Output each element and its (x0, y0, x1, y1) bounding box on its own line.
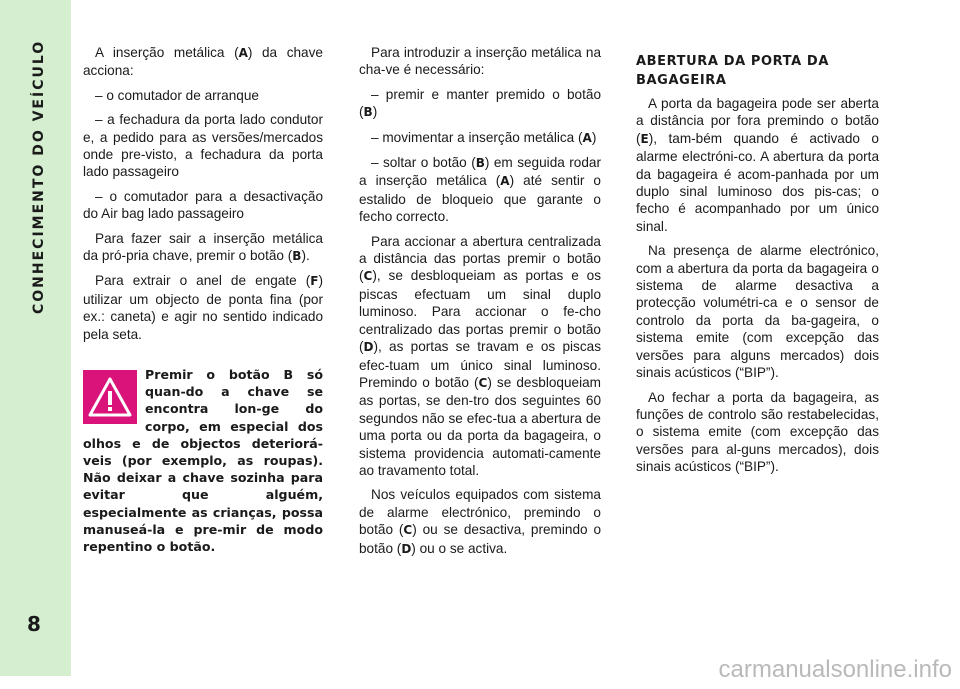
paragraph: – movimentar a inserção metálica (A) (371, 129, 597, 145)
column-2 (359, 44, 601, 565)
paragraph: A porta da bagageira pode ser aberta a distância por fora premindo o botão (E), tam-bém quando é activado o alarme electróni-co. A abertura da porta da bagageira é acom-panhada por um duplo sinal luminoso dos pis-cas; o fecho é acompanhado por um único sinal. (636, 96, 879, 234)
watermark: carmanualsonline.info (718, 656, 952, 683)
paragraph: Para accionar a abertura centralizada a distância das portas premir o botão (C), se desbloqueiam as portas e os piscas efectuam um sinal duplo luminoso. Para accionar o fe-cho centralizado das portas premir o botão (D), as portas se travam e os piscas efec-tuam um único sinal luminoso. Premindo o botão (C) se desbloqueiam as portas, se den-tro dos seguintes 60 segundos não se efec-tua a abertura de uma porta ou da porta da bagageira, o sistema providencia automati-camente ao travamento total. (359, 233, 601, 478)
paragraph: – premir e manter premido o botão (B) (359, 86, 601, 120)
paragraph: Ao fechar a porta da bagageira, as funções de controlo são restabelecidas, o sistema emite (com excepção das versões para al-guns mercados), dois sinais acústicos (“BIP”). (636, 389, 879, 475)
column-3 (636, 52, 879, 483)
column-1 (83, 44, 323, 350)
section-title: CONHECIMENTO DO VEÍCULO (31, 40, 47, 315)
paragraph: Na presença de alarme electrónico, com a abertura da porta da bagageira o sistema de alarme desactiva a protecção volumétri-ca e o sensor de controlo da porta da ba-gageira, o sistema emite (com excepção das versões para alguns mercados) dois sinais acústicos (“BIP”). (636, 243, 879, 381)
paragraph: – o comutador de arranque (95, 87, 259, 103)
paragraph: – soltar o botão (B) em seguida rodar a inserção metálica (A) até sentir o estalido de bloqueio que garante o fecho correcto. (359, 155, 601, 225)
page-number: 8 (27, 612, 41, 636)
paragraph: Para fazer sair a inserção metálica da pró-pria chave, premir o botão (B). (83, 230, 323, 264)
paragraph: Para extrair o anel de engate (F) utilizar um objecto de ponta fina (por ex.: caneta) e agir no sentido indicado pela seta. (83, 273, 323, 342)
sidebar (0, 0, 71, 676)
paragraph: – o comutador para a desactivação do Air bag lado passageiro (83, 188, 323, 222)
paragraph: A inserção metálica (A) da chave acciona: (83, 45, 323, 79)
paragraph: Nos veículos equipados com sistema de alarme electrónico, premindo o botão (C) ou se desactiva, premindo o botão (D) ou o se activa. (359, 487, 602, 556)
paragraph: – a fechadura da porta lado condutor e, a pedido para as versões/mercados onde pre-visto, a fechadura da porta lado passageiro (83, 112, 323, 180)
paragraph: Para introduzir a inserção metálica na cha-ve é necessário: (359, 45, 601, 78)
warning-triangle-icon (83, 370, 137, 424)
warning-text: Premir o botão B só quan-do a chave se encontra lon-ge do corpo, em especial dos olhos e de objectos deteriorá-veis (por exemplo, as roupas). Não deixar a chave sozinha para evitar que alguém, especialmente as crianças, possa manuseá-la e pre-mir de modo repentino o botão. (83, 367, 323, 555)
section-heading: ABERTURA DA PORTA DA BAGAGEIRA (636, 54, 829, 88)
warning-box (83, 366, 323, 555)
